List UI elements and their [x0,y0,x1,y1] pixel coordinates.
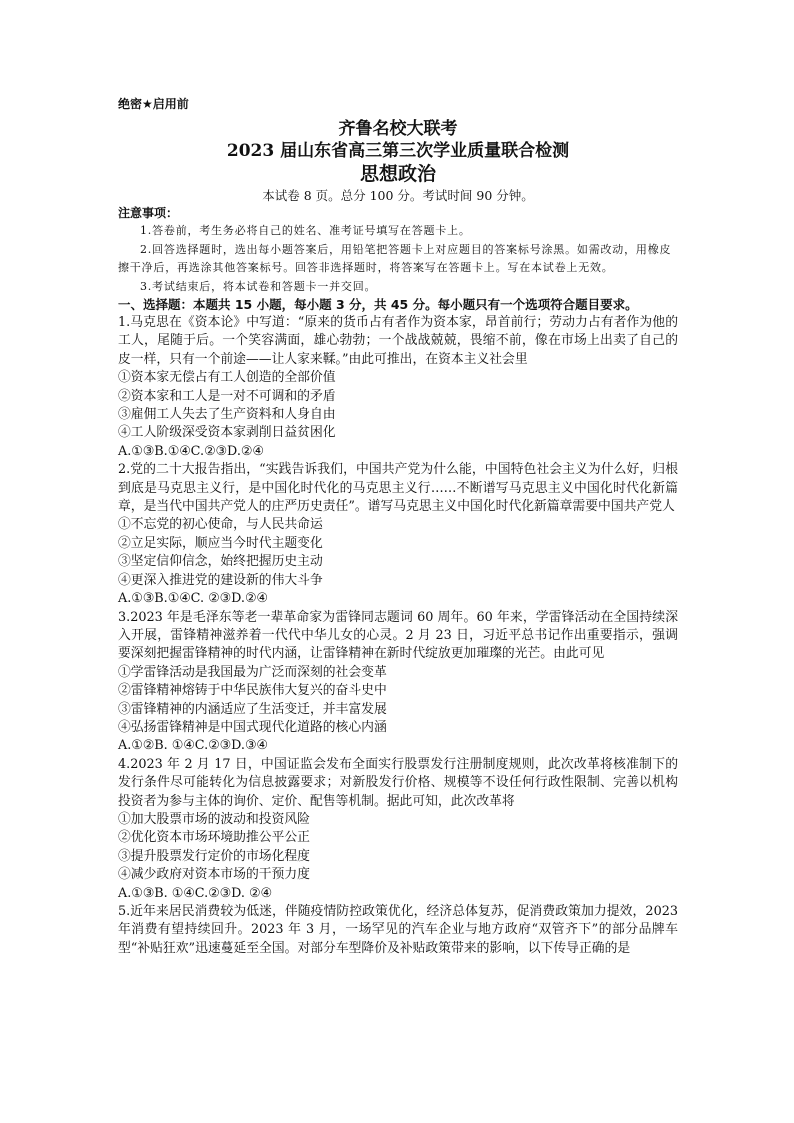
exam-name-title: 2023 届山东省高三第三次学业质量联合检测 [226,141,570,161]
question-stem: 3.2023 年是毛泽东等老一辈革命家为雷锋同志题词 60 周年。60 年来，学雷锋活动在全国持续深入开展，雷锋精神滋养着一代代中华儿女的心灵。2 月 23 日，习近平总书记作出重要指示，强调要深刻把握雷锋精神的时代内涵，让雷锋精神在新时代绽放更加璀璨的光芒。由此可见 [118,609,678,662]
option: ④工人阶级深受资本家剥削日益贫困化 [118,425,336,441]
option: ①资本家无偿占有工人创造的全部价值 [118,370,336,386]
option: ③雷锋精神的内涵适应了生活变迁，并丰富发展 [118,701,387,717]
subject-title: 思想政治 [359,163,436,185]
answer-choices: A.①③B.①④C. ②③D.②④ [118,591,268,607]
question-1 [118,314,678,461]
question-5 [118,903,678,958]
question-stem: 2.党的二十大报告指出，“实践告诉我们，中国共产党为什么能，中国特色社会主义为什么好，归根到底是马克思主义行，是中国化时代化的马克思主义行……不断谱写马克思主义中国化时代化新篇章，是当代中国共产党人的庄严历史责任”。谱写马克思主义中国化时代化新篇章需要中国共产党人 [118,462,678,515]
option: ③雇佣工人失去了生产资料和人身自由 [118,407,336,423]
exam-meta: 本试卷 8 页。总分 100 分。考试时间 90 分钟。 [262,188,534,203]
confidential-mark: 绝密★启用前 [118,97,189,111]
question-stem: 4.2023 年 2 月 17 日，中国证监会发布全面实行股票发行注册制度规则，此次改革将核准制下的发行条件尽可能转化为信息披露要求；对新股发行价格、规模等不设任何行政性限制、完善以机构投资者为参与主体的询价、定价、配售等机制。据此可知，此次改革将 [118,756,678,809]
option: ④减少政府对资本市场的干预力度 [118,867,310,883]
answer-choices: A.①③B. ①④C.②③D. ②④ [118,885,272,901]
answer-choices: A.①③B.①④C.②③D.②④ [118,443,264,459]
question-4 [118,756,678,903]
answer-choices: A.①②B. ①④C.②③D.③④ [118,738,268,754]
option: ②雷锋精神熔铸于中华民族伟大复兴的奋斗史中 [118,683,387,699]
exam-organizer-title: 齐鲁名校大联考 [338,119,458,139]
exam-page [118,96,678,958]
option: ③提升股票发行定价的市场化程度 [118,848,310,864]
section-heading: 一、选择题：本题共 15 小题，每小题 3 分，共 45 分。每小题只有一个选项符合题目要求。 [118,297,638,312]
question-2 [118,461,678,608]
notice-item: 2.回答选择题时，选出每小题答案后，用铅笔把答题卡上对应题目的答案标号涂黑。如需改动，用橡皮擦干净后，再选涂其他答案标号。回答非选择题时，将答案写在答题卡上。写在本试卷上无效。 [118,242,672,274]
option: ②优化资本市场环境助推公平公正 [118,830,310,846]
notice-item: 3.考试结束后，将本试卷和答题卡一并交回。 [140,279,377,293]
option: ④更深入推进党的建设新的伟大斗争 [118,572,323,588]
option: ②资本家和工人是一对不可调和的矛盾 [118,388,336,404]
question-stem: 5.近年来居民消费较为低迷，伴随疫情防控政策优化，经济总体复苏，促消费政策加力提效，2023 年消费有望持续回升。2023 年 3 月，一场罕见的汽车企业与地方政府“双管齐下”的部分品牌车型“补贴狂欢”迅速蔓延至全国。对部分车型降价及补贴政策带来的影响，以下传导正确的是 [118,904,678,956]
option: ②立足实际，顺应当今时代主题变化 [118,535,323,551]
option: ③坚定信仰信念，始终把握历史主动 [118,554,323,570]
option: ①不忘党的初心使命，与人民共命运 [118,517,323,533]
notice-item: 1.答卷前，考生务必将自己的姓名、准考证号填写在答题卡上。 [140,224,471,237]
notice-heading: 注意事项： [118,206,179,220]
option: ①加大股票市场的波动和投资风险 [118,811,310,827]
option: ①学雷锋活动是我国最为广泛而深刻的社会变革 [118,664,387,680]
option: ④弘扬雷锋精神是中国式现代化道路的核心内涵 [118,719,387,735]
question-3 [118,609,678,756]
question-stem: 1.马克思在《资本论》中写道：“原来的货币占有者作为资本家，昂首前行；劳动力占有者作为他的工人，尾随于后。一个笑容满面，雄心勃勃；一个战战兢兢，畏缩不前，像在市场上出卖了自己的皮一样，只有一个前途——让人家来鞣。”由此可推出，在资本主义社会里 [118,315,678,367]
